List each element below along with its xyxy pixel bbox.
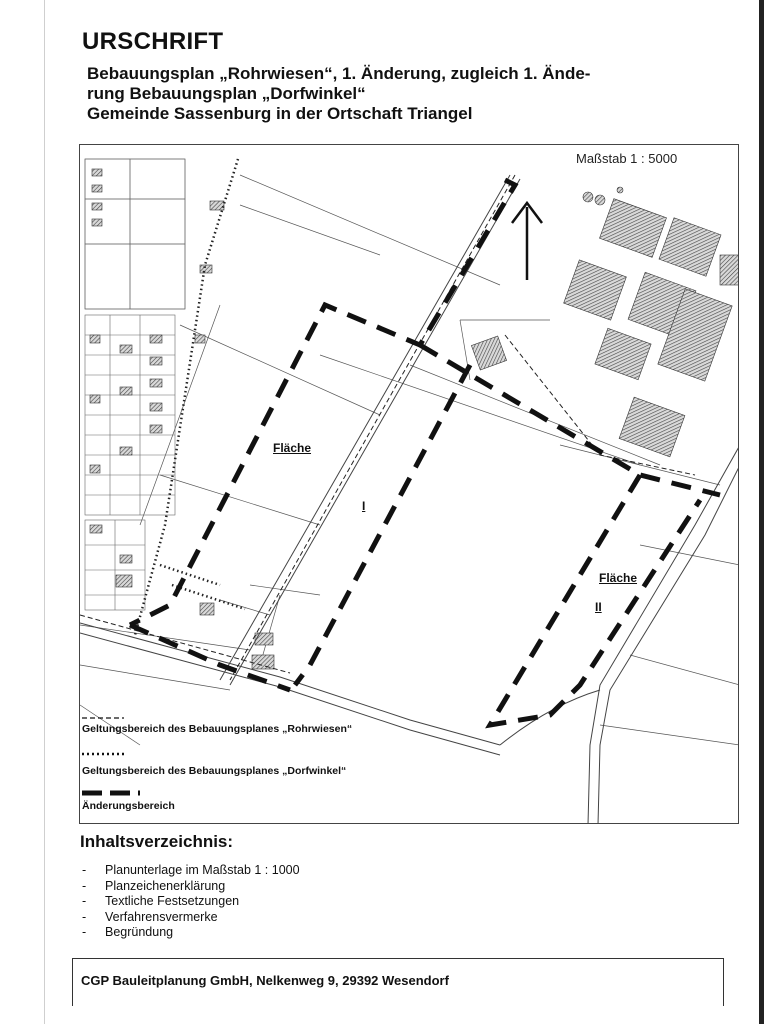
north-arrow-icon [512, 203, 542, 280]
contents-list [80, 863, 300, 941]
area-2-label: Fläche [599, 571, 638, 585]
subtitle-line-2: rung Bebauungsplan „Dorfwinkel“ [87, 84, 366, 103]
area-1-label: Fläche [273, 441, 312, 455]
company-address: CGP Bauleitplanung GmbH, Nelkenweg 9, 29392 Wesendorf [81, 973, 449, 988]
scan-margin-line [44, 0, 45, 1024]
contents-heading: Inhaltsverzeichnis: [80, 832, 234, 851]
contents-item: - Planzeichenerklärung [80, 879, 300, 895]
legend-rohrwiesen-text: Geltungsbereich des Bebauungsplanes „Rohrwiesen“ [82, 723, 353, 735]
buildings [90, 169, 739, 669]
contents-item: - Verfahrensvermerke [80, 910, 300, 926]
legend-dorfwinkel-text: Geltungsbereich des Bebauungsplanes „Dorfwinkel“ [82, 765, 347, 777]
residential-grid [85, 159, 185, 610]
scan-edge-line [759, 0, 764, 1024]
subtitle-line-1: Bebauungsplan „Rohrwiesen“, 1. Änderung, zugleich 1. Ände- [87, 64, 591, 83]
document-title: URSCHRIFT [82, 28, 224, 55]
subtitle-line-3: Gemeinde Sassenburg in der Ortschaft Triangel [87, 104, 473, 123]
area-1-numeral: I [362, 499, 366, 513]
contents-item: - Begründung [80, 925, 300, 941]
footer-box [72, 958, 724, 1006]
contents-item: - Planunterlage im Maßstab 1 : 1000 [80, 863, 300, 879]
legend-change-area-text: Änderungsbereich [82, 800, 175, 812]
document-subtitle [87, 64, 727, 124]
site-plan-map [79, 144, 739, 824]
map-scale-label: Maßstab 1 : 5000 [576, 151, 678, 166]
contents-item: - Textliche Festsetzungen [80, 894, 300, 910]
south-road [80, 623, 600, 755]
rohrwiesen-boundary [80, 175, 695, 680]
area-2-numeral: II [595, 600, 602, 614]
change-area-boundary [130, 180, 720, 725]
